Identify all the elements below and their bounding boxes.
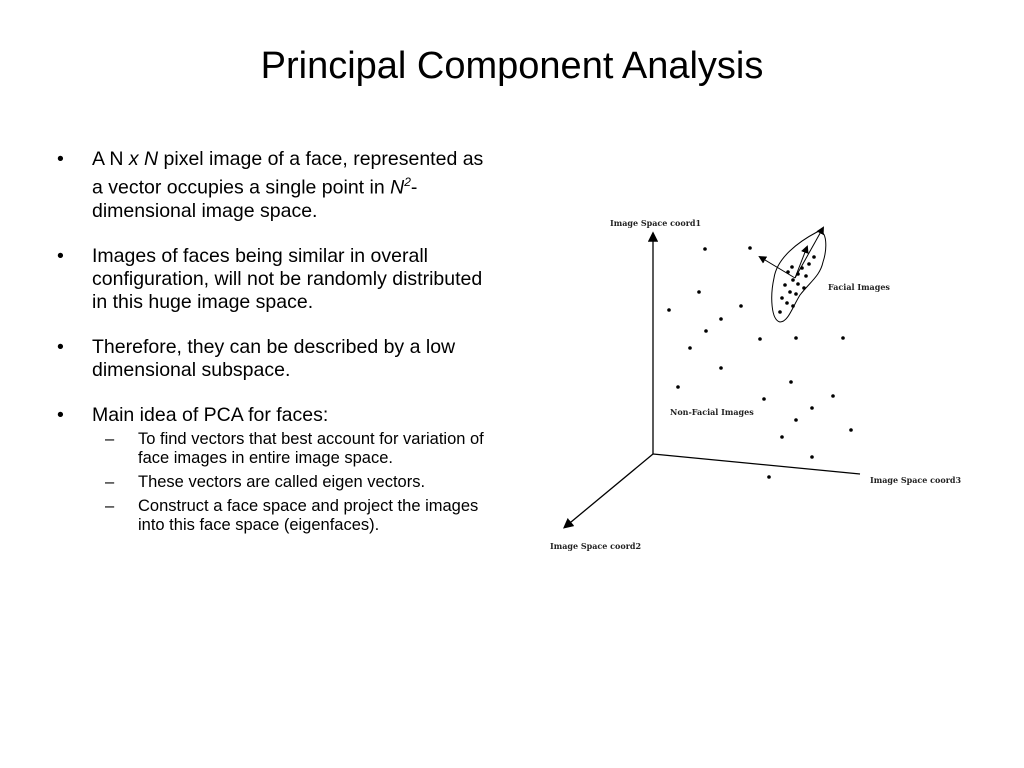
bullet-text: Main idea of PCA for faces: [92, 403, 329, 426]
axis-coord2-label: Image Space coord2 [550, 541, 642, 551]
facial-point [778, 310, 782, 314]
non-facial-point [849, 428, 853, 432]
facial-point [807, 262, 811, 266]
facial-point [785, 301, 789, 305]
bullet-text-segment: A N [92, 148, 129, 170]
non-facial-point [767, 475, 771, 479]
facial-point [788, 290, 792, 294]
facial-point [791, 278, 795, 282]
bullet-text-segment: -dimensional image space. [92, 176, 418, 222]
facial-point [783, 283, 787, 287]
facial-point [800, 266, 804, 270]
principal-vector-arrow [760, 257, 795, 278]
non-facial-point [703, 247, 707, 251]
bullet-text-segment: N [390, 176, 405, 199]
bullet-list [57, 148, 497, 557]
facial-point [802, 286, 806, 290]
non-facial-point [704, 329, 708, 333]
facial-point [804, 274, 808, 278]
axis-coord2-line [565, 454, 653, 527]
non-facial-point [789, 380, 793, 384]
non-facial-point [794, 336, 798, 340]
non-facial-point [794, 418, 798, 422]
sub-bullet-list [92, 430, 497, 535]
non-facial-point [739, 304, 743, 308]
facial-cluster-boundary [772, 232, 826, 322]
bullet-text-segment: x N [128, 148, 159, 170]
non-facial-point [667, 308, 671, 312]
non-facial-point [762, 397, 766, 401]
axis-coord1-label: Image Space coord1 [610, 218, 702, 228]
slide-title: Principal Component Analysis [260, 45, 764, 87]
non-facial-point [719, 366, 723, 370]
sub-bullet-item: – These vectors are called eigen vectors. [92, 473, 497, 492]
non-facial-point [697, 290, 701, 294]
principal-vector-arrow [795, 228, 823, 278]
non-facial-point [748, 246, 752, 250]
non-facial-point [719, 317, 723, 321]
facial-images-label: Facial Images [828, 282, 890, 292]
bullet-text: Images of faces being similar in overall configuration, will not be randomly distributed in this huge image space. [92, 244, 483, 313]
non-facial-point [688, 346, 692, 350]
bullet-item [57, 404, 497, 535]
bullet-text-superscript: 2 [404, 175, 411, 189]
facial-point [790, 265, 794, 269]
bullet-item [57, 336, 497, 382]
non-facial-point [676, 385, 680, 389]
non-facial-point [758, 337, 762, 341]
bullet-text: Therefore, they can be described by a low dimensional subspace. [92, 335, 456, 381]
facial-point [794, 292, 798, 296]
sub-bullet-item: – To find vectors that best account for variation of face images in entire image space. [92, 430, 497, 468]
facial-point [791, 304, 795, 308]
facial-points [778, 255, 816, 314]
non-facial-point [810, 406, 814, 410]
non-facial-point [780, 435, 784, 439]
non-facial-point [831, 394, 835, 398]
non-facial-images-label: Non-Facial Images [670, 407, 754, 417]
non-facial-points [667, 246, 853, 479]
facial-point [780, 296, 784, 300]
facial-point [786, 270, 790, 274]
non-facial-point [810, 455, 814, 459]
facial-point [796, 272, 800, 276]
bullet-item [57, 148, 497, 223]
axis-coord3-line [653, 454, 860, 474]
bullet-item [57, 245, 497, 314]
facial-point [796, 282, 800, 286]
sub-bullet-item: – Construct a face space and project the images into this face space (eigenfaces). [92, 497, 497, 535]
bullet-text-segment: pixel image of a face, represented as a vector occupies a single point in [92, 148, 484, 199]
non-facial-point [841, 336, 845, 340]
axis-coord3-label: Image Space coord3 [870, 475, 962, 485]
image-space-diagram [530, 200, 970, 560]
facial-point [812, 255, 816, 259]
